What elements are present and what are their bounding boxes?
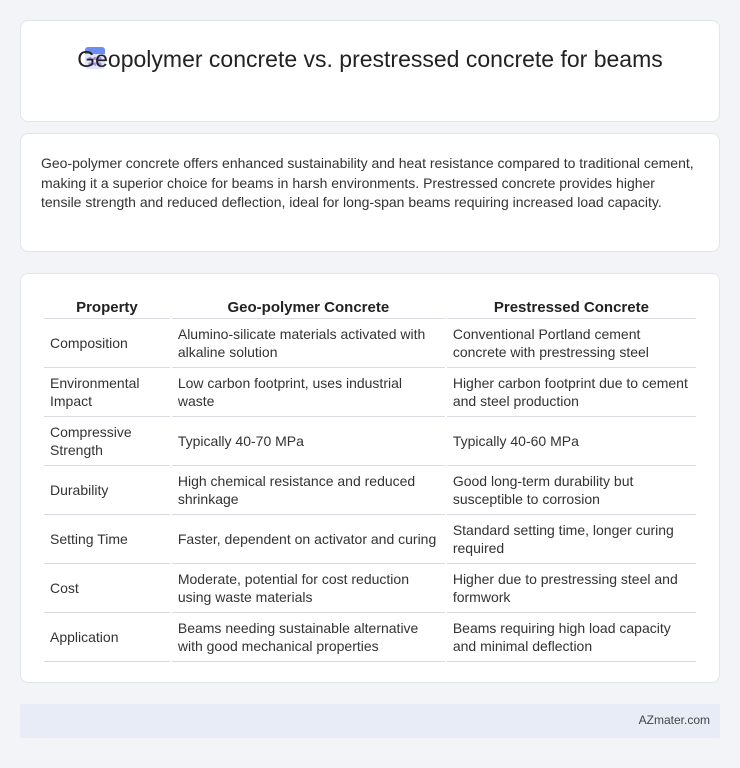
- prestressed-cell: Higher due to prestressing steel and formwork: [447, 564, 696, 613]
- table-row: [44, 466, 696, 515]
- table-row: [44, 319, 696, 368]
- table-row: [44, 613, 696, 662]
- table-row: [44, 515, 696, 564]
- property-cell: Setting Time: [44, 515, 170, 564]
- geopolymer-cell: Low carbon footprint, uses industrial waste: [172, 368, 445, 417]
- title-card: [20, 20, 720, 122]
- comparison-table: [42, 294, 698, 662]
- prestressed-cell: Conventional Portland cement concrete with prestressing steel: [447, 319, 696, 368]
- header-geopolymer: Geo-polymer Concrete: [172, 294, 445, 319]
- prestressed-cell: Good long-term durability but susceptible to corrosion: [447, 466, 696, 515]
- header-prestressed: Prestressed Concrete: [447, 294, 696, 319]
- geopolymer-cell: Moderate, potential for cost reduction using waste materials: [172, 564, 445, 613]
- prestressed-cell: Standard setting time, longer curing required: [447, 515, 696, 564]
- table-row: [44, 417, 696, 466]
- summary-card: [20, 133, 720, 252]
- property-cell: Durability: [44, 466, 170, 515]
- page-title: Geopolymer concrete vs. prestressed concrete for beams: [77, 46, 663, 72]
- footer-bar: [20, 704, 720, 738]
- geopolymer-cell: High chemical resistance and reduced shrinkage: [172, 466, 445, 515]
- property-cell: Environmental Impact: [44, 368, 170, 417]
- prestressed-cell: Higher carbon footprint due to cement and steel production: [447, 368, 696, 417]
- property-cell: Application: [44, 613, 170, 662]
- header-property: Property: [44, 294, 170, 319]
- table-row: [44, 368, 696, 417]
- property-cell: Composition: [44, 319, 170, 368]
- prestressed-cell: Typically 40-60 MPa: [447, 417, 696, 466]
- geopolymer-cell: Alumino-silicate materials activated with alkaline solution: [172, 319, 445, 368]
- table-row: [44, 564, 696, 613]
- prestressed-cell: Beams requiring high load capacity and minimal deflection: [447, 613, 696, 662]
- table-header-row: [44, 294, 696, 319]
- comparison-table-card: [20, 273, 720, 683]
- footer-site-link[interactable]: AZmater.com: [638, 713, 710, 727]
- property-cell: Cost: [44, 564, 170, 613]
- geopolymer-cell: Beams needing sustainable alternative with good mechanical properties: [172, 613, 445, 662]
- geopolymer-cell: Typically 40-70 MPa: [172, 417, 445, 466]
- summary-text: Geo-polymer concrete offers enhanced sustainability and heat resistance compared to traditional cement, making it a superior choice for beams in harsh environments. Prestressed concrete provides higher tensile strength and reduced deflection, ideal for long-span beams requiring increased load capacity.: [41, 155, 694, 210]
- property-cell: Compressive Strength: [44, 417, 170, 466]
- geopolymer-cell: Faster, dependent on activator and curing: [172, 515, 445, 564]
